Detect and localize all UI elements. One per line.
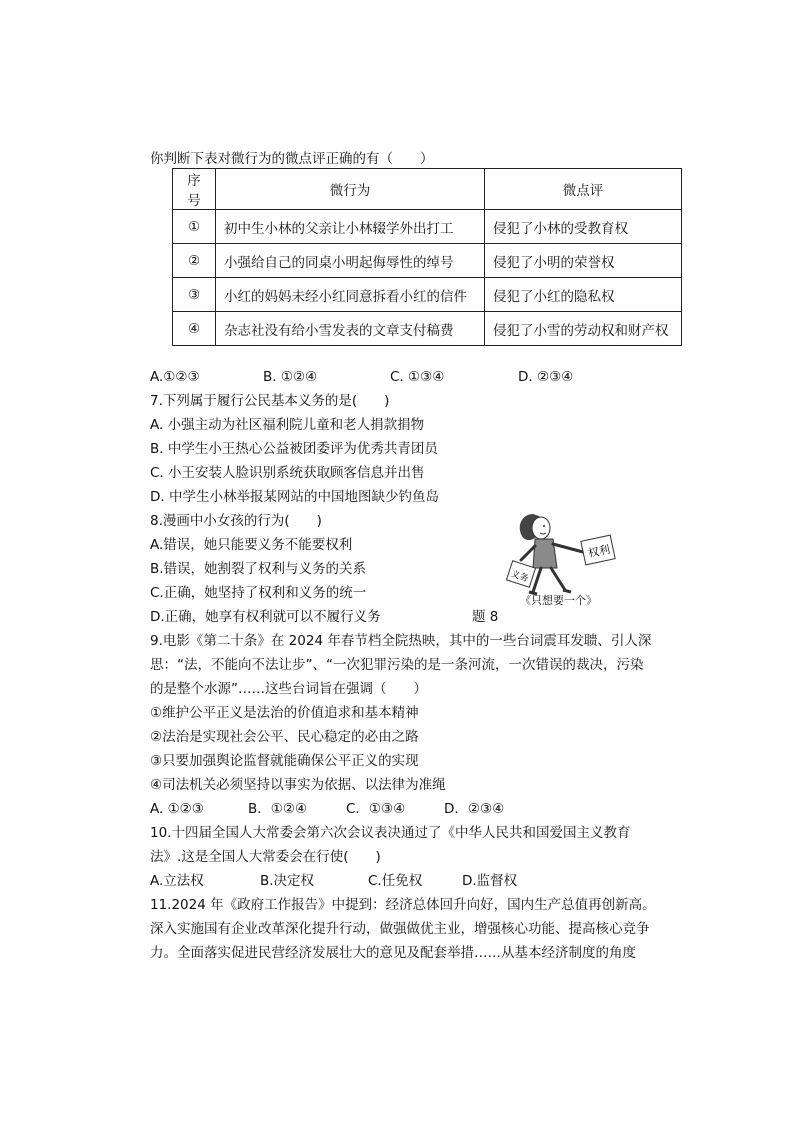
row-comment: 侵犯了小明的荣誉权 [485, 244, 682, 278]
q8-cartoon-caption: 《只想要一个》 [520, 594, 597, 607]
q9-options [150, 799, 504, 819]
table-header-row [173, 169, 682, 210]
row-number: ① [173, 210, 216, 244]
option-a: A. ①②③ [150, 801, 204, 817]
option-a: A.①②③ [150, 369, 200, 385]
q9-line-2: 思：“法，不能向不法让步”、“一次犯罪污染的是一条河流，一次错误的裁决，污染 [150, 657, 644, 673]
q8-option-c: C.正确，她坚持了权利和义务的统一 [150, 585, 367, 601]
q8-option-a: A.错误，她只能要义务不能要权利 [150, 537, 353, 553]
option-d: D. ②③④ [518, 369, 574, 385]
col-header-behavior: 微行为 [216, 169, 485, 210]
option-b: B.决定权 [260, 873, 315, 889]
table-row [173, 210, 682, 244]
row-number: ② [173, 244, 216, 278]
option-c: C. ①③④ [390, 369, 445, 385]
q8-figure-label: 题 8 [472, 609, 499, 625]
row-comment: 侵犯了小红的隐私权 [485, 278, 682, 312]
q7-option-b: B. 中学生小王热心公益被团委评为优秀共青团员 [150, 441, 438, 457]
q8-option-b: B.错误，她割裂了权利与义务的关系 [150, 561, 367, 577]
option-c: C.任免权 [368, 873, 423, 889]
q10-line-2: 法》.这是全国人大常委会在行使( ) [150, 849, 381, 865]
option-a: A.立法权 [150, 873, 204, 889]
row-number: ④ [173, 312, 216, 346]
col-header-comment: 微点评 [485, 169, 682, 210]
table-row [173, 278, 682, 312]
q10-line-1: 10.十四届全国人大常委会第六次会议表决通过了《中华人民共和国爱国主义教育 [150, 825, 631, 841]
q7-stem: 7.下列属于履行公民基本义务的是( ) [150, 393, 390, 409]
row-behavior: 小红的妈妈未经小红同意拆看小红的信件 [216, 278, 485, 312]
option-c: C．①③④ [346, 801, 406, 817]
q9-statement-3: ③只要加强舆论监督就能确保公平正义的实现 [150, 753, 419, 769]
q9-statement-1: ①维护公平正义是法治的价值追求和基本精神 [150, 705, 419, 721]
q9-line-1: 9.电影《第二十条》在 2024 年春节档全院热映，其中的一些台词震耳发聩、引人深 [150, 633, 652, 649]
q9-statement-2: ②法治是实现社会公平、民心稳定的必由之路 [150, 729, 419, 745]
q6-options [150, 367, 573, 387]
q6-table [172, 168, 682, 346]
q7-option-c: C. 小王安装人脸识别系统获取顾客信息并出售 [150, 465, 425, 481]
row-behavior: 杂志社没有给小雪发表的文章支付稿费 [216, 312, 485, 346]
q9-line-3: 的是整个水源”……这些台词旨在强调（ ） [150, 681, 427, 697]
col-header-number: 序号 [173, 169, 216, 210]
q8-stem: 8.漫画中小女孩的行为( ) [150, 513, 322, 529]
q7-option-a: A. 小强主动为社区福利院儿童和老人捐款捐物 [150, 417, 425, 433]
cartoon-rights-text: 权利 [586, 542, 612, 561]
q11-line-1: 11.2024 年《政府工作报告》中提到：经济总体回升向好，国内生产总值再创新高。 [150, 897, 656, 913]
row-comment: 侵犯了小雪的劳动权和财产权 [485, 312, 682, 346]
q11-line-2: 深入实施国有企业改革深化提升行动，做强做优主业，增强核心功能、提高核心竞争 [150, 921, 650, 937]
option-b: B. ①②④ [263, 369, 318, 385]
option-d: D.监督权 [462, 873, 518, 889]
q10-options [150, 871, 517, 891]
row-comment: 侵犯了小林的受教育权 [485, 210, 682, 244]
q8-option-d: D.正确，她享有权利就可以不履行义务 [150, 609, 381, 625]
q11-line-3: 力。全面落实促进民营经济发展壮大的意见及配套举措……从基本经济制度的角度 [150, 945, 636, 961]
cartoon-duty-text: 义务 [509, 569, 530, 585]
row-behavior: 小强给自己的同桌小明起侮辱性的绰号 [216, 244, 485, 278]
q9-statement-4: ④司法机关必须坚持以事实为依据、以法律为准绳 [150, 777, 446, 793]
option-d: D．②③④ [444, 801, 505, 817]
row-behavior: 初中生小林的父亲让小林辍学外出打工 [216, 210, 485, 244]
table-row [173, 312, 682, 346]
q7-option-d: D. 中学生小林举报某网站的中国地图缺少钓鱼岛 [150, 489, 439, 505]
table-row [173, 244, 682, 278]
row-number: ③ [173, 278, 216, 312]
q6-stem: 你判断下表对微行为的微点评正确的有（ ） [150, 151, 434, 167]
option-b: B．①②④ [248, 801, 308, 817]
